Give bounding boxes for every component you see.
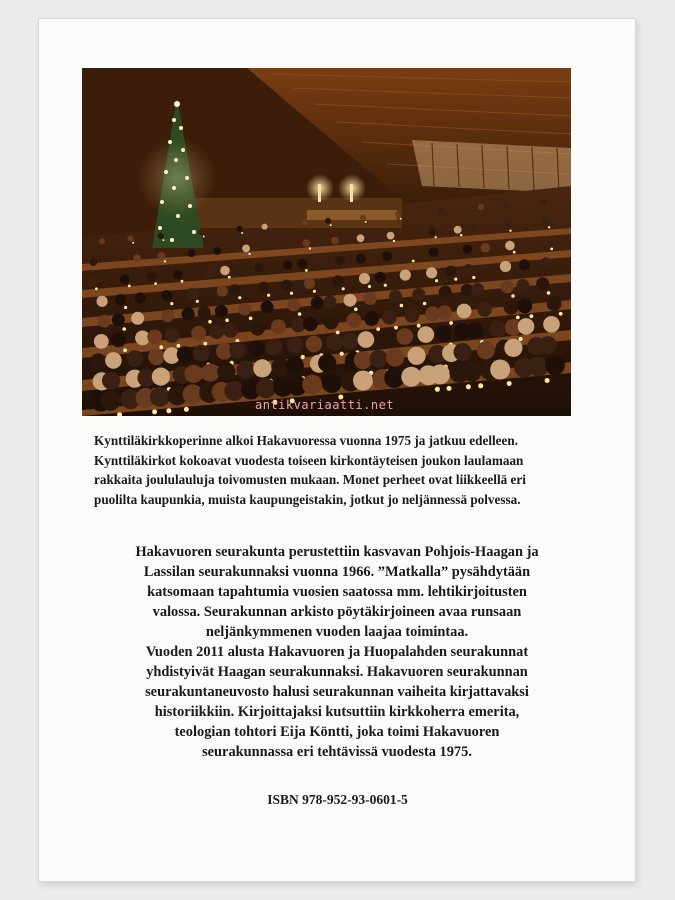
caption-line: Kynttiläkirkkoperinne alkoi Hakavuoressa vuonna 1975 ja jatkuu edelleen. xyxy=(94,433,519,448)
blurb-line: teologian tohtori Eija Köntti, joka toimi Hakavuoren xyxy=(174,724,500,740)
blurb-line: yhdistyivät Haagan seurakunnaksi. Hakavuoren seurakunnan xyxy=(146,664,528,680)
blurb-line: Lassilan seurakunnaksi vuonna 1966. ”Matkalla” pysähdytään xyxy=(143,564,531,580)
watermark-text: antikvariaatti.net xyxy=(255,398,395,412)
blurb-line: seurakunnassa eri tehtävissä vuodesta 1975. xyxy=(202,744,472,760)
isbn-number: ISBN 978-952-93-0601-5 xyxy=(267,792,408,807)
caption-line: rakkaita joululauluja toivomusten mukaan. Monet perheet ovat liikkeellä eri xyxy=(94,472,526,488)
caption-line: Kynttiläkirkot kokoavat vuodesta toiseen kirkontäyteisen joukon laulamaan xyxy=(94,452,524,468)
blurb-line: Hakavuoren seurakunta perustettiin kasvavan Pohjois-Haagan ja xyxy=(135,544,539,560)
blurb-text xyxy=(87,542,587,762)
blurb-line: seurakuntaneuvosto halusi seurakunnan vaiheita kirjattavaksi xyxy=(145,684,529,700)
blurb-line: Vuoden 2011 alusta Hakavuoren ja Huopalahden seurakunnat xyxy=(145,644,529,660)
photo-caption xyxy=(94,431,574,509)
blurb-line: katsomaan tapahtumia vuosien saatossa mm. lehtikirjoitusten xyxy=(147,584,527,600)
blurb-line: valossa. Seurakunnan arkisto pöytäkirjoineen avaa runsaan xyxy=(152,604,522,620)
blurb-line: historiikkiin. Kirjoittajaksi kutsuttiin kirkkoherra emerita, xyxy=(154,704,520,720)
caption-line: puolilta kaupunkia, muista kaupungeistakin, jotkut jo neljännessä polvessa. xyxy=(94,491,521,507)
blurb-line: neljänkymmenen vuoden laajaa toimintaa. xyxy=(205,624,469,640)
church-photo xyxy=(82,68,571,416)
